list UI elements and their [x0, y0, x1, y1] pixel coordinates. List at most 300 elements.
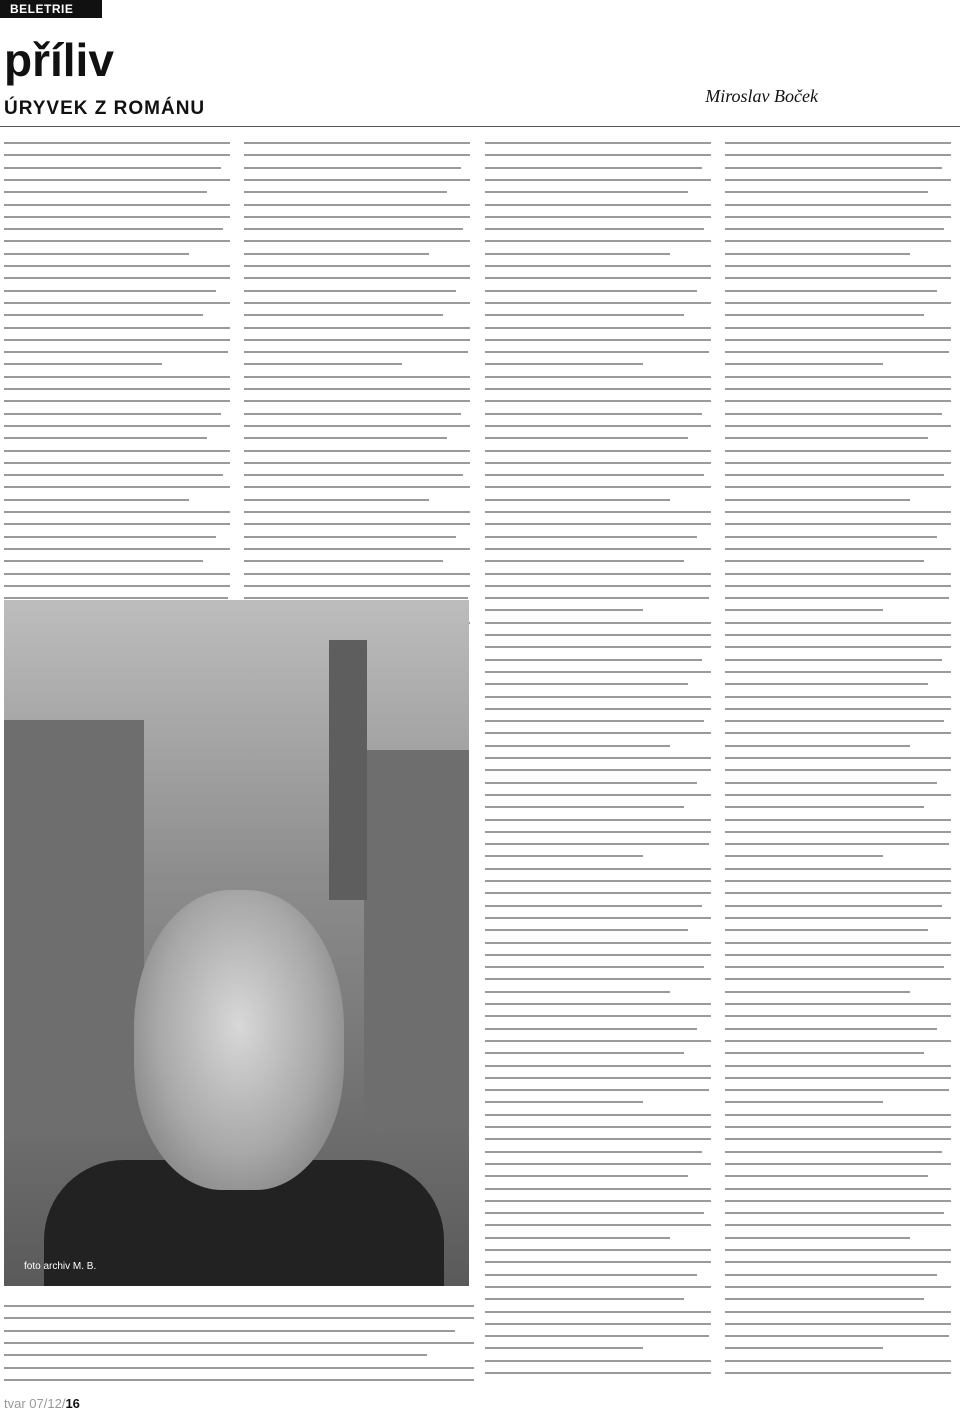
- text-line: [725, 806, 924, 808]
- text-line: [4, 462, 230, 464]
- text-line: [725, 450, 951, 452]
- text-line: [725, 1323, 951, 1325]
- text-column-4: [725, 137, 951, 1387]
- text-line: [244, 277, 470, 279]
- text-line: [485, 1249, 711, 1251]
- text-line: [485, 253, 670, 255]
- text-line: [725, 622, 951, 624]
- text-line: [725, 1052, 924, 1054]
- text-line: [4, 1379, 474, 1381]
- text-line: [725, 1101, 883, 1103]
- text-line: [485, 450, 711, 452]
- text-line: [725, 769, 951, 771]
- text-line: [244, 314, 443, 316]
- text-line: [725, 179, 951, 181]
- text-line: [485, 671, 711, 673]
- text-line: [244, 339, 470, 341]
- text-column-2: [244, 137, 470, 657]
- text-line: [4, 376, 230, 378]
- text-line: [4, 179, 230, 181]
- text-line: [725, 942, 951, 944]
- text-line: [485, 142, 711, 144]
- text-line: [725, 154, 951, 156]
- text-line: [485, 1077, 711, 1079]
- text-line: [485, 1335, 709, 1337]
- text-line: [725, 363, 883, 365]
- article-subtitle: ÚRYVEK Z ROMÁNU: [4, 98, 206, 119]
- text-line: [485, 905, 702, 907]
- magazine-issue: tvar 07/12/: [4, 1396, 66, 1411]
- text-line: [485, 929, 688, 931]
- text-line: [485, 536, 697, 538]
- text-line: [244, 400, 470, 402]
- text-line: [725, 536, 937, 538]
- text-line: [725, 819, 951, 821]
- text-line: [485, 1163, 711, 1165]
- text-line: [4, 400, 230, 402]
- photo-tower: [329, 640, 367, 900]
- text-line: [4, 351, 228, 353]
- text-line: [725, 1114, 951, 1116]
- text-line: [485, 634, 711, 636]
- text-line: [485, 966, 704, 968]
- text-line: [485, 1175, 688, 1177]
- text-line: [4, 191, 207, 193]
- text-line: [4, 1354, 427, 1356]
- text-line: [725, 351, 949, 353]
- text-line: [485, 991, 670, 993]
- text-line: [485, 978, 711, 980]
- text-line: [725, 585, 951, 587]
- text-line: [485, 1200, 711, 1202]
- text-line: [725, 1077, 951, 1079]
- text-line: [725, 1200, 951, 1202]
- text-line: [485, 413, 702, 415]
- text-line: [244, 486, 470, 488]
- text-line: [725, 794, 951, 796]
- text-line: [725, 978, 951, 980]
- text-line: [485, 1286, 711, 1288]
- text-line: [4, 388, 230, 390]
- text-line: [725, 1224, 951, 1226]
- text-line: [725, 659, 942, 661]
- text-line: [725, 782, 937, 784]
- text-line: [485, 1323, 711, 1325]
- text-line: [485, 290, 697, 292]
- text-line: [4, 597, 228, 599]
- text-line: [244, 388, 470, 390]
- text-line: [725, 1028, 937, 1030]
- text-line: [4, 167, 221, 169]
- photo-building-right: [364, 750, 469, 1130]
- text-line: [485, 327, 711, 329]
- text-line: [244, 351, 468, 353]
- text-line: [725, 1089, 949, 1091]
- text-line: [725, 1040, 951, 1042]
- text-line: [485, 622, 711, 624]
- text-line: [4, 339, 230, 341]
- text-line: [485, 154, 711, 156]
- text-line: [725, 868, 951, 870]
- text-line: [485, 659, 702, 661]
- text-line: [725, 228, 944, 230]
- text-line: [725, 831, 951, 833]
- text-line: [485, 437, 688, 439]
- text-line: [485, 708, 711, 710]
- text-line: [485, 474, 704, 476]
- text-line: [725, 1151, 942, 1153]
- text-line: [244, 290, 456, 292]
- text-line: [485, 683, 688, 685]
- text-line: [485, 720, 704, 722]
- text-line: [244, 437, 447, 439]
- text-column-1: [4, 137, 230, 657]
- text-line: [4, 450, 230, 452]
- text-line: [4, 154, 230, 156]
- text-line: [485, 1126, 711, 1128]
- text-line: [485, 462, 711, 464]
- author-photo: [4, 600, 469, 1286]
- text-line: [725, 929, 928, 931]
- text-line: [485, 1237, 670, 1239]
- text-line: [485, 843, 709, 845]
- text-line: [4, 142, 230, 144]
- text-line: [485, 1003, 711, 1005]
- text-line: [725, 1237, 910, 1239]
- text-line: [4, 327, 230, 329]
- text-line: [244, 327, 470, 329]
- text-line: [4, 585, 230, 587]
- section-tag: BELETRIE: [0, 0, 102, 18]
- text-line: [725, 1212, 944, 1214]
- text-line: [725, 1335, 949, 1337]
- text-line: [485, 831, 711, 833]
- text-line: [725, 1347, 883, 1349]
- text-line: [725, 560, 924, 562]
- text-line: [485, 302, 711, 304]
- text-line: [4, 511, 230, 513]
- text-line: [485, 1101, 643, 1103]
- text-line: [485, 1040, 711, 1042]
- text-line: [725, 216, 951, 218]
- text-line: [725, 1015, 951, 1017]
- text-line: [244, 597, 468, 599]
- text-line: [485, 167, 702, 169]
- text-line: [485, 548, 711, 550]
- text-line: [4, 1305, 474, 1307]
- text-line: [485, 1212, 704, 1214]
- text-line: [4, 302, 230, 304]
- text-line: [485, 868, 711, 870]
- text-line: [244, 265, 470, 267]
- text-line: [485, 954, 711, 956]
- text-line: [485, 277, 711, 279]
- text-line: [485, 1015, 711, 1017]
- text-line: [4, 548, 230, 550]
- text-line: [244, 167, 461, 169]
- text-line: [485, 523, 711, 525]
- text-line: [725, 240, 951, 242]
- text-line: [725, 376, 951, 378]
- text-line: [725, 1003, 951, 1005]
- text-line: [244, 573, 470, 575]
- text-line: [4, 437, 207, 439]
- text-line: [485, 560, 684, 562]
- text-line: [725, 991, 910, 993]
- text-line: [725, 204, 951, 206]
- text-line: [4, 413, 221, 415]
- text-line: [485, 425, 711, 427]
- text-line: [485, 745, 670, 747]
- text-line: [725, 855, 883, 857]
- text-line: [485, 892, 711, 894]
- text-line: [725, 745, 910, 747]
- photo-caption: foto archiv M. B.: [24, 1261, 97, 1272]
- text-line: [485, 1188, 711, 1190]
- text-line: [485, 376, 711, 378]
- text-line: [244, 376, 470, 378]
- text-line: [725, 548, 951, 550]
- text-line: [725, 1298, 924, 1300]
- text-line: [244, 450, 470, 452]
- text-line: [485, 240, 711, 242]
- text-line: [725, 327, 951, 329]
- text-line: [725, 1175, 928, 1177]
- text-line: [485, 855, 643, 857]
- text-line: [725, 634, 951, 636]
- text-line: [4, 228, 223, 230]
- text-line: [725, 1163, 951, 1165]
- text-line: [485, 646, 711, 648]
- text-line: [485, 1052, 684, 1054]
- text-line: [485, 597, 709, 599]
- text-line: [485, 1298, 684, 1300]
- text-line: [725, 573, 951, 575]
- text-line: [725, 917, 951, 919]
- text-line: [725, 1274, 937, 1276]
- text-line: [725, 696, 951, 698]
- text-line: [485, 769, 711, 771]
- text-line: [4, 523, 230, 525]
- photo-building-left: [4, 720, 144, 1140]
- text-line: [4, 573, 230, 575]
- text-line: [725, 302, 951, 304]
- page-number: 16: [65, 1396, 80, 1411]
- text-line: [725, 1311, 951, 1313]
- text-line: [485, 819, 711, 821]
- text-line: [244, 536, 456, 538]
- text-line: [4, 204, 230, 206]
- text-line: [725, 142, 951, 144]
- text-line: [485, 782, 697, 784]
- text-line: [485, 732, 711, 734]
- text-line: [4, 1342, 474, 1344]
- text-line: [4, 216, 230, 218]
- text-line: [485, 339, 711, 341]
- text-line: [244, 204, 470, 206]
- text-line: [244, 474, 463, 476]
- text-line: [485, 917, 711, 919]
- text-line: [485, 1065, 711, 1067]
- text-line: [725, 609, 883, 611]
- text-line: [485, 573, 711, 575]
- text-line: [725, 265, 951, 267]
- text-line: [4, 314, 203, 316]
- text-line: [725, 1360, 951, 1362]
- text-line: [725, 523, 951, 525]
- text-line: [244, 179, 470, 181]
- text-line: [4, 253, 189, 255]
- text-line: [485, 511, 711, 513]
- text-line: [725, 757, 951, 759]
- text-line: [244, 142, 470, 144]
- text-line: [244, 499, 429, 501]
- text-line: [725, 720, 944, 722]
- text-line: [4, 474, 223, 476]
- text-line: [244, 363, 402, 365]
- text-line: [4, 560, 203, 562]
- text-line: [725, 646, 951, 648]
- text-line: [244, 191, 447, 193]
- text-line: [244, 585, 470, 587]
- text-line: [485, 609, 643, 611]
- text-line: [725, 1188, 951, 1190]
- text-line: [725, 671, 951, 673]
- text-line: [4, 1330, 455, 1332]
- text-line: [485, 191, 688, 193]
- text-line: [725, 732, 951, 734]
- text-line: [485, 1224, 711, 1226]
- text-column-3: [485, 137, 711, 1387]
- text-line: [485, 1138, 711, 1140]
- photo-portrait: [134, 890, 344, 1190]
- article-author: Miroslav Boček: [705, 86, 818, 106]
- text-line: [485, 486, 711, 488]
- text-line: [485, 216, 711, 218]
- text-line: [725, 437, 928, 439]
- text-line: [725, 388, 951, 390]
- text-line: [485, 942, 711, 944]
- text-line: [485, 1274, 697, 1276]
- text-line: [485, 265, 711, 267]
- text-line: [4, 1367, 474, 1369]
- text-line: [725, 892, 951, 894]
- text-line: [725, 486, 951, 488]
- text-line: [725, 966, 944, 968]
- text-line: [725, 400, 951, 402]
- text-line: [4, 486, 230, 488]
- text-line: [485, 1028, 697, 1030]
- text-line: [4, 265, 230, 267]
- page-footer: [4, 1396, 80, 1411]
- text-line: [725, 167, 942, 169]
- text-line: [4, 240, 230, 242]
- text-line: [485, 179, 711, 181]
- text-line: [725, 314, 924, 316]
- text-line: [725, 1126, 951, 1128]
- text-line: [244, 413, 461, 415]
- text-line: [725, 290, 937, 292]
- text-line: [485, 1372, 711, 1374]
- text-line: [725, 425, 951, 427]
- text-line: [725, 499, 910, 501]
- text-line: [485, 806, 684, 808]
- text-line: [244, 154, 470, 156]
- text-line: [485, 1089, 709, 1091]
- text-line: [725, 462, 951, 464]
- text-line: [485, 880, 711, 882]
- text-line: [725, 843, 949, 845]
- text-line: [485, 1261, 711, 1263]
- text-line: [485, 1360, 711, 1362]
- text-line: [725, 253, 910, 255]
- text-line: [244, 425, 470, 427]
- text-line: [485, 696, 711, 698]
- author-bio: [4, 1300, 474, 1390]
- text-line: [244, 560, 443, 562]
- text-line: [725, 1261, 951, 1263]
- text-line: [485, 363, 643, 365]
- text-line: [4, 277, 230, 279]
- text-line: [4, 425, 230, 427]
- text-line: [725, 1065, 951, 1067]
- text-line: [485, 585, 711, 587]
- text-line: [485, 228, 704, 230]
- text-line: [244, 511, 470, 513]
- text-line: [725, 905, 942, 907]
- text-line: [4, 1317, 474, 1319]
- text-line: [485, 388, 711, 390]
- text-line: [725, 880, 951, 882]
- text-line: [485, 757, 711, 759]
- text-line: [485, 400, 711, 402]
- text-line: [725, 413, 942, 415]
- text-line: [244, 462, 470, 464]
- text-line: [725, 1286, 951, 1288]
- text-line: [244, 228, 463, 230]
- text-line: [244, 548, 470, 550]
- text-line: [725, 597, 949, 599]
- text-line: [485, 1114, 711, 1116]
- text-line: [725, 339, 951, 341]
- text-line: [725, 511, 951, 513]
- text-line: [4, 290, 216, 292]
- text-line: [485, 351, 709, 353]
- text-line: [725, 683, 928, 685]
- text-line: [244, 216, 470, 218]
- text-line: [725, 1138, 951, 1140]
- text-line: [485, 794, 711, 796]
- header-rule: [0, 126, 960, 127]
- text-line: [725, 708, 951, 710]
- text-line: [485, 1151, 702, 1153]
- text-line: [485, 499, 670, 501]
- text-line: [725, 474, 944, 476]
- text-line: [244, 523, 470, 525]
- text-line: [725, 954, 951, 956]
- text-line: [244, 302, 470, 304]
- text-line: [4, 536, 216, 538]
- text-line: [485, 204, 711, 206]
- text-line: [725, 1249, 951, 1251]
- text-line: [244, 253, 429, 255]
- text-line: [4, 363, 162, 365]
- text-line: [485, 314, 684, 316]
- text-line: [485, 1311, 711, 1313]
- text-line: [725, 1372, 951, 1374]
- text-line: [244, 240, 470, 242]
- text-line: [725, 191, 928, 193]
